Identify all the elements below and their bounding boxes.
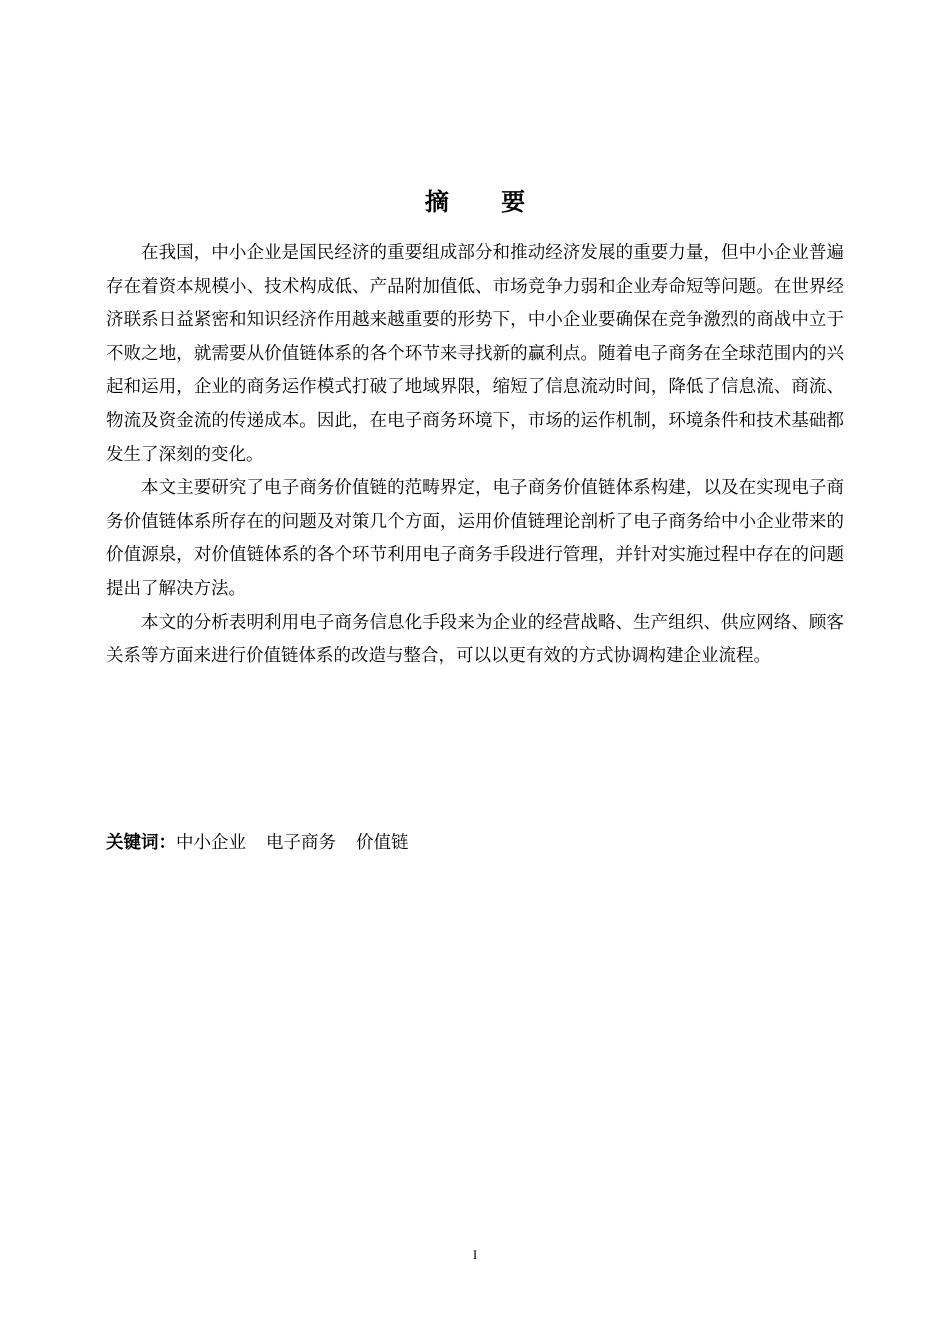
- keyword-item: 价值链: [356, 833, 409, 853]
- keywords-label: 关键词：: [106, 833, 176, 853]
- abstract-paragraph-2: 本文主要研究了电子商务价值链的范畴界定，电子商务价值链体系构建，以及在实现电子商务价值链体系所存在的问题及对策几个方面，运用价值链理论剖析了电子商务给中小企业带来的价值源泉，对价值链体系的各个环节利用电子商务手段进行管理，并针对实施过程中存在的问题提出了解决方法。: [106, 478, 844, 599]
- abstract-paragraph-3: 本文的分析表明利用电子商务信息化手段来为企业的经营战略、生产组织、供应网络、顾客关系等方面来进行价值链体系的改造与整合，可以以更有效的方式协调构建企业流程。: [106, 612, 844, 667]
- keyword-item: 电子商务: [266, 833, 336, 853]
- abstract-title: 摘 要: [424, 188, 548, 216]
- page-number: I: [472, 1247, 478, 1262]
- abstract-body: [106, 237, 844, 674]
- abstract-paragraph-1: 在我国，中小企业是国民经济的重要组成部分和推动经济发展的重要力量，但中小企业普遍存在着资本规模小、技术构成低、产品附加值低、市场竞争力弱和企业寿命短等问题。在世界经济联系日益紧密和知识经济作用越来越重要的形势下，中小企业要确保在竞争激烈的商战中立于不败之地，就需要从价值链体系的各个环节来寻找新的赢利点。随着电子商务在全球范围内的兴起和运用，企业的商务运作模式打破了地域界限，缩短了信息流动时间，降低了信息流、商流、物流及资金流的传递成本。因此，在电子商务环境下，市场的运作机制，环境条件和技术基础都发生了深刻的变化。: [106, 243, 844, 465]
- keywords-line: [106, 829, 844, 857]
- keyword-item: 中小企业: [176, 833, 246, 853]
